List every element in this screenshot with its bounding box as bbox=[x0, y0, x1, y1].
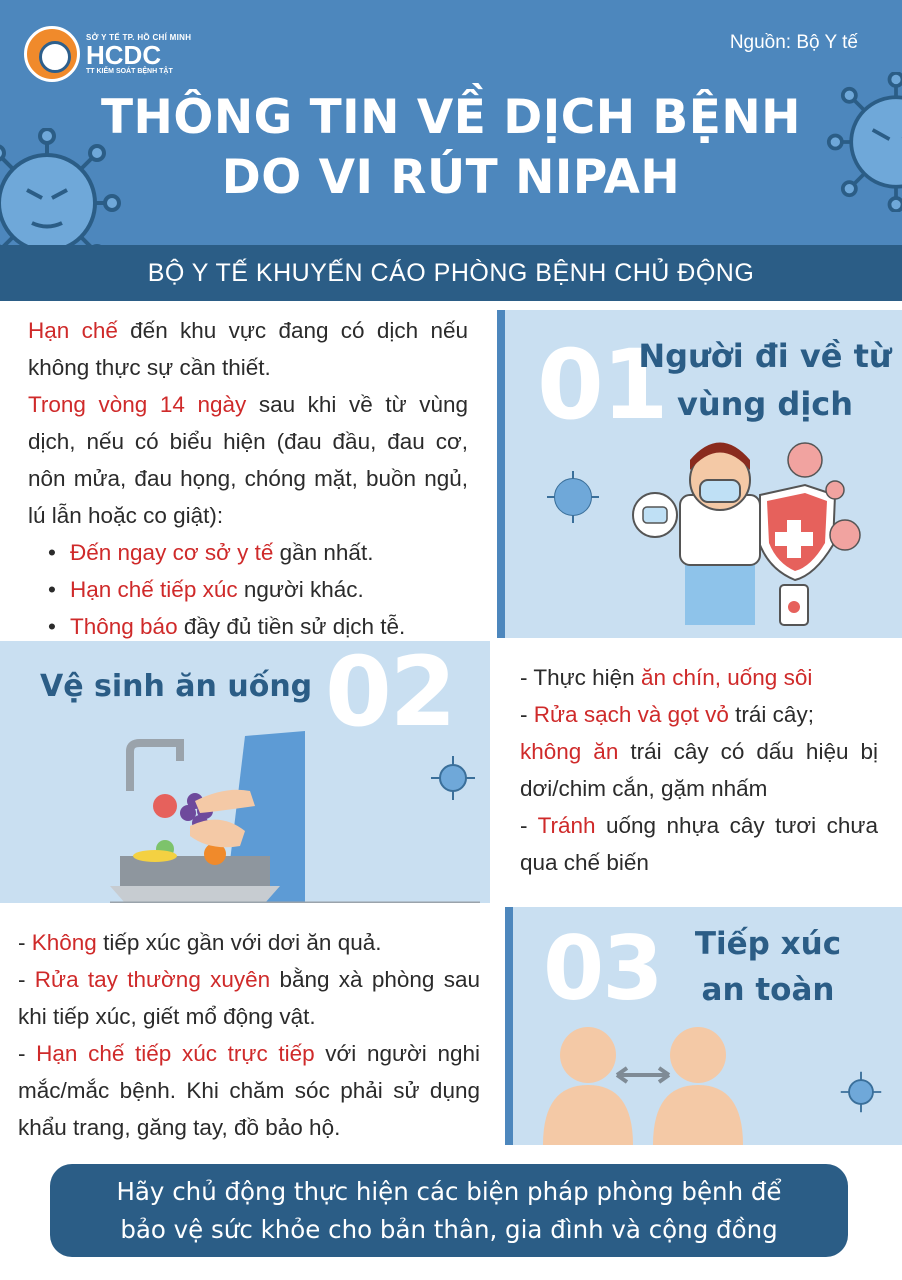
section1-paragraph-1: Hạn chế đến khu vực đang có dịch nếu không thực sự cần thiết. bbox=[28, 318, 468, 380]
bullet-item: • Thông báo đầy đủ tiền sử dịch tễ. bbox=[28, 608, 468, 645]
title-line-2: DO VI RÚT NIPAH bbox=[221, 150, 681, 205]
section3-panel bbox=[505, 907, 902, 1145]
bullet-item: • Hạn chế tiếp xúc người khác. bbox=[28, 571, 468, 608]
virus-icon bbox=[838, 1069, 884, 1115]
header-banner bbox=[0, 0, 902, 245]
logo-bottom-text: TT KIỂM SOÁT BỆNH TẬT bbox=[86, 68, 173, 75]
section1-paragraph-2: Trong vòng 14 ngày sau khi về từ vùng dịch, nếu có biểu hiện (đau đầu, đau cơ, nôn mửa, đau họng, chóng mặt, buồn ngủ, lú lẫn hoặc co giật): bbox=[28, 392, 468, 528]
logo-top-text: SỞ Y TẾ TP. HỒ CHÍ MINH bbox=[86, 33, 192, 42]
red-highlight: Hạn chế bbox=[28, 318, 118, 343]
virus-icon bbox=[428, 753, 478, 803]
boy-mask-shield-illustration bbox=[535, 435, 902, 630]
washing-fruit-illustration bbox=[110, 731, 480, 903]
page-title bbox=[0, 88, 902, 208]
section3-line: - Rửa tay thường xuyên bằng xà phòng sau khi tiếp xúc, giết mổ động vật. bbox=[18, 967, 481, 1029]
logo-main-text: HCDC bbox=[86, 40, 162, 70]
section2-line: không ăn trái cây có dấu hiệu bị dơi/chim cắn, gặm nhấm bbox=[520, 739, 878, 801]
section2-line: - Tránh uống nhựa cây tươi chưa qua chế biến bbox=[520, 813, 878, 875]
source-label: Nguồn: Bộ Y tế bbox=[729, 32, 858, 53]
footer-line-2: bảo vệ sức khỏe cho bản thân, gia đình và cộng đồng bbox=[120, 1215, 778, 1244]
section3-number: 03 bbox=[543, 917, 662, 1020]
section3-line: - Hạn chế tiếp xúc trực tiếp với người nghi mắc/mắc bệnh. Khi chăm sóc phải sử dụng khẩu trang, găng tay, đồ bảo hộ. bbox=[18, 1041, 481, 1140]
hcdc-logo bbox=[24, 26, 191, 82]
section3-text bbox=[18, 924, 480, 1146]
section3-title: Tiếp xúc an toàn bbox=[694, 926, 842, 1008]
footer-line-1: Hãy chủ động thực hiện các biện pháp phòng bệnh để bbox=[116, 1177, 782, 1206]
bullet-item: • Đến ngay cơ sở y tế gần nhất. bbox=[28, 534, 468, 571]
section2-line: - Thực hiện ăn chín, uống sôi bbox=[520, 665, 813, 690]
section1-bullets bbox=[28, 534, 468, 645]
section2-line: - Rửa sạch và gọt vỏ trái cây; bbox=[520, 702, 814, 727]
section2-title: Vệ sinh ăn uống bbox=[40, 669, 313, 704]
distance-people-illustration bbox=[543, 1025, 743, 1145]
red-highlight: Trong vòng 14 ngày bbox=[28, 392, 247, 417]
footer-banner bbox=[50, 1164, 848, 1257]
section1-text bbox=[28, 312, 468, 645]
section2-number: 02 bbox=[325, 636, 455, 748]
section1-panel bbox=[497, 310, 902, 638]
section1-title: Người đi về từ vùng dịch bbox=[638, 337, 892, 423]
section1-number: 01 bbox=[537, 329, 667, 441]
title-line-1: THÔNG TIN VỀ DỊCH BỆNH bbox=[100, 90, 801, 145]
hcdc-seal-icon bbox=[24, 26, 80, 82]
section2-panel bbox=[0, 636, 490, 903]
section2-text bbox=[520, 659, 878, 881]
subtitle-band: BỘ Y TẾ KHUYẾN CÁO PHÒNG BỆNH CHỦ ĐỘNG bbox=[0, 245, 902, 301]
section3-line: - Không tiếp xúc gần với dơi ăn quả. bbox=[18, 930, 382, 955]
